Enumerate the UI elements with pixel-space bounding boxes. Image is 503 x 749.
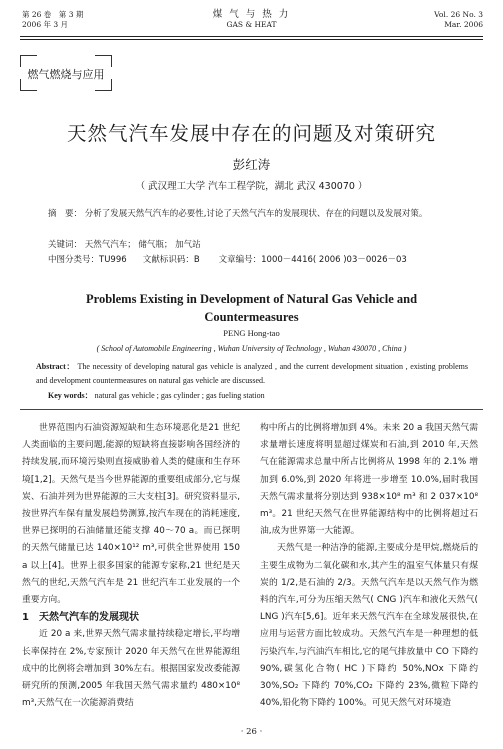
column-label: 燃气燃烧与应用 — [27, 68, 105, 81]
english-abstract-label: Abstract： — [36, 362, 76, 371]
body-paragraph: 构中所占的比例将增加到 4%。未来 20 a 我国天然气需求量增长速度将明显超过煤炭和石油,到 2010 年,天然气在能源需求总量中所占比例将从 1998 年的 2.1% 增加到 6.0%,到 2020 年将进一步增至 10.0%,届时我国天然气需求量将分别达到 938×10⁸ m³ 和 2 037×10⁸ m³。21 世纪天然气在世界能源结构中的比例将超过石油,成为世界第一大能源。 — [260, 423, 478, 537]
english-keywords-text: natural gas vehicle ; gas cylinder ; gas fueling station — [94, 391, 265, 400]
journal-name-cn: 煤 气 与 热 力 — [212, 9, 291, 20]
keywords-cn-text: 天然气汽车； 储气瓶； 加气站 — [84, 240, 201, 250]
header-rule — [20, 36, 483, 37]
header-rule-thin — [20, 39, 483, 40]
keywords-cn — [48, 238, 201, 250]
english-keywords — [48, 390, 265, 401]
volume-issue: 第 26 卷 第 3 期 — [22, 10, 84, 19]
author-affiliation: （ 武汉理工大学 汽车工程学院，湖北 武汉 430070 ） — [135, 181, 368, 192]
issue-date: 2006 年 3 月 — [22, 20, 69, 29]
english-abstract-text: The necessity of developing natural gas vehicle is analyzed , and the current development situation , existing problems and development countermeasures on natural gas vehicle are discussed. — [36, 362, 468, 385]
issue-date-en: Mar. 2006 — [444, 20, 483, 29]
header-center — [0, 10, 503, 30]
abstract-cn-label: 摘 要： — [48, 209, 83, 219]
clc-number: 中图分类号：TU996 — [48, 255, 127, 265]
english-title-line2: Countermeasures — [204, 310, 299, 324]
volume-issue-en: Vol. 26 No. 3 — [434, 10, 483, 19]
journal-name-en: GAS & HEAT — [226, 20, 277, 29]
body-column-left — [22, 420, 240, 712]
keywords-cn-label: 关键词： — [48, 240, 83, 250]
body-column-right — [260, 420, 478, 712]
header-right — [434, 10, 483, 30]
english-title — [0, 290, 503, 326]
section-heading: 1 天然气汽车的发展现状 — [22, 612, 139, 624]
author-name: 彭红涛 — [232, 157, 271, 172]
abstract-cn-text: 分析了发展天然气汽车的必要性,讨论了天然气汽车的发展现状、存在的问题以及发展对策。 — [84, 209, 428, 219]
body-paragraph: 世界范围内石油资源短缺和生态环境恶化是21 世纪人类面临的主要问题,能源的短缺将直接影响各国经济的持续发展,而环境污染则直接威胁着人类的健康和生存环境[1,2]。天然气是当今世界能源的重要组成部分,它与煤炭、石油并列为世界能源的三大支柱[3]。研究资料显示,按世界汽车保有量发展趋势测算,按汽车现在的消耗速度,世界已探明的石油储量还能支撑 40～70 a。而已探明的天然气储量已达 140×10¹² m³,可供全世界使用 150 a 以上[4]。世界上很多国家的能源专家称,21 世纪是天然气的世纪,天然气汽车是 21 世纪汽车工业发展的一个重要方向。 — [22, 423, 240, 606]
paper-title: 天然气汽车发展中存在的问题及对策研究 — [66, 122, 436, 145]
document-code: 文献标识码：B — [142, 255, 200, 265]
body-paragraph: 近 20 a 来,世界天然气需求量持续稳定增长,平均增长率保持在 2%,专家预计 2020 年天然气在世界能源组成中的比例将会增加到 30%左右。根据国家发改委能源研究所的预测,2005 年我国天然气需求量约 480×10⁸ m³,天然气在一次能源消费结 — [22, 629, 240, 709]
english-affiliation: ( School of Automobile Engineering , Wuhan University of Technology , Wuhan 430070 , China ) — [96, 344, 407, 353]
page-number: · 26 · — [240, 727, 263, 737]
english-abstract — [36, 360, 468, 388]
section-divider — [20, 409, 483, 410]
body-paragraph: 天然气是一种洁净的能源,主要成分是甲烷,燃烧后的主要生成物为二氧化碳和水,其产生的温室气体量只有煤炭的 1/2,是石油的 2/3。天然气汽车是以天然气作为燃料的汽车,可分为压缩天然气( CNG )汽车和液化天然气( LNG )汽车[5,6]。近年来天然气汽车在全球发展很快,在应用与运营方面比较成功。天然气汽车是一种理想的低污染汽车,与汽油汽车相比,它的尾气排放量中 CO 下降约 90%,碳氢化合物( HC )下降约 50%,NOx 下降约 30%,SO₂ 下降约 70%,CO₂ 下降约 23%,微粒下降约 40%,铅化物下降约 100%。可见天然气对环境造 — [260, 543, 478, 709]
english-title-line1: Problems Existing in Development of Natural Gas Vehicle and — [85, 292, 418, 306]
abstract-cn — [36, 207, 468, 222]
column-label-box — [20, 55, 112, 91]
classification-line — [48, 253, 407, 265]
english-author: PENG Hong-tao — [223, 328, 280, 338]
english-keywords-label: Key words： — [48, 391, 93, 400]
article-number: 文章编号：1000－4416( 2006 )03－0026－03 — [218, 255, 407, 265]
